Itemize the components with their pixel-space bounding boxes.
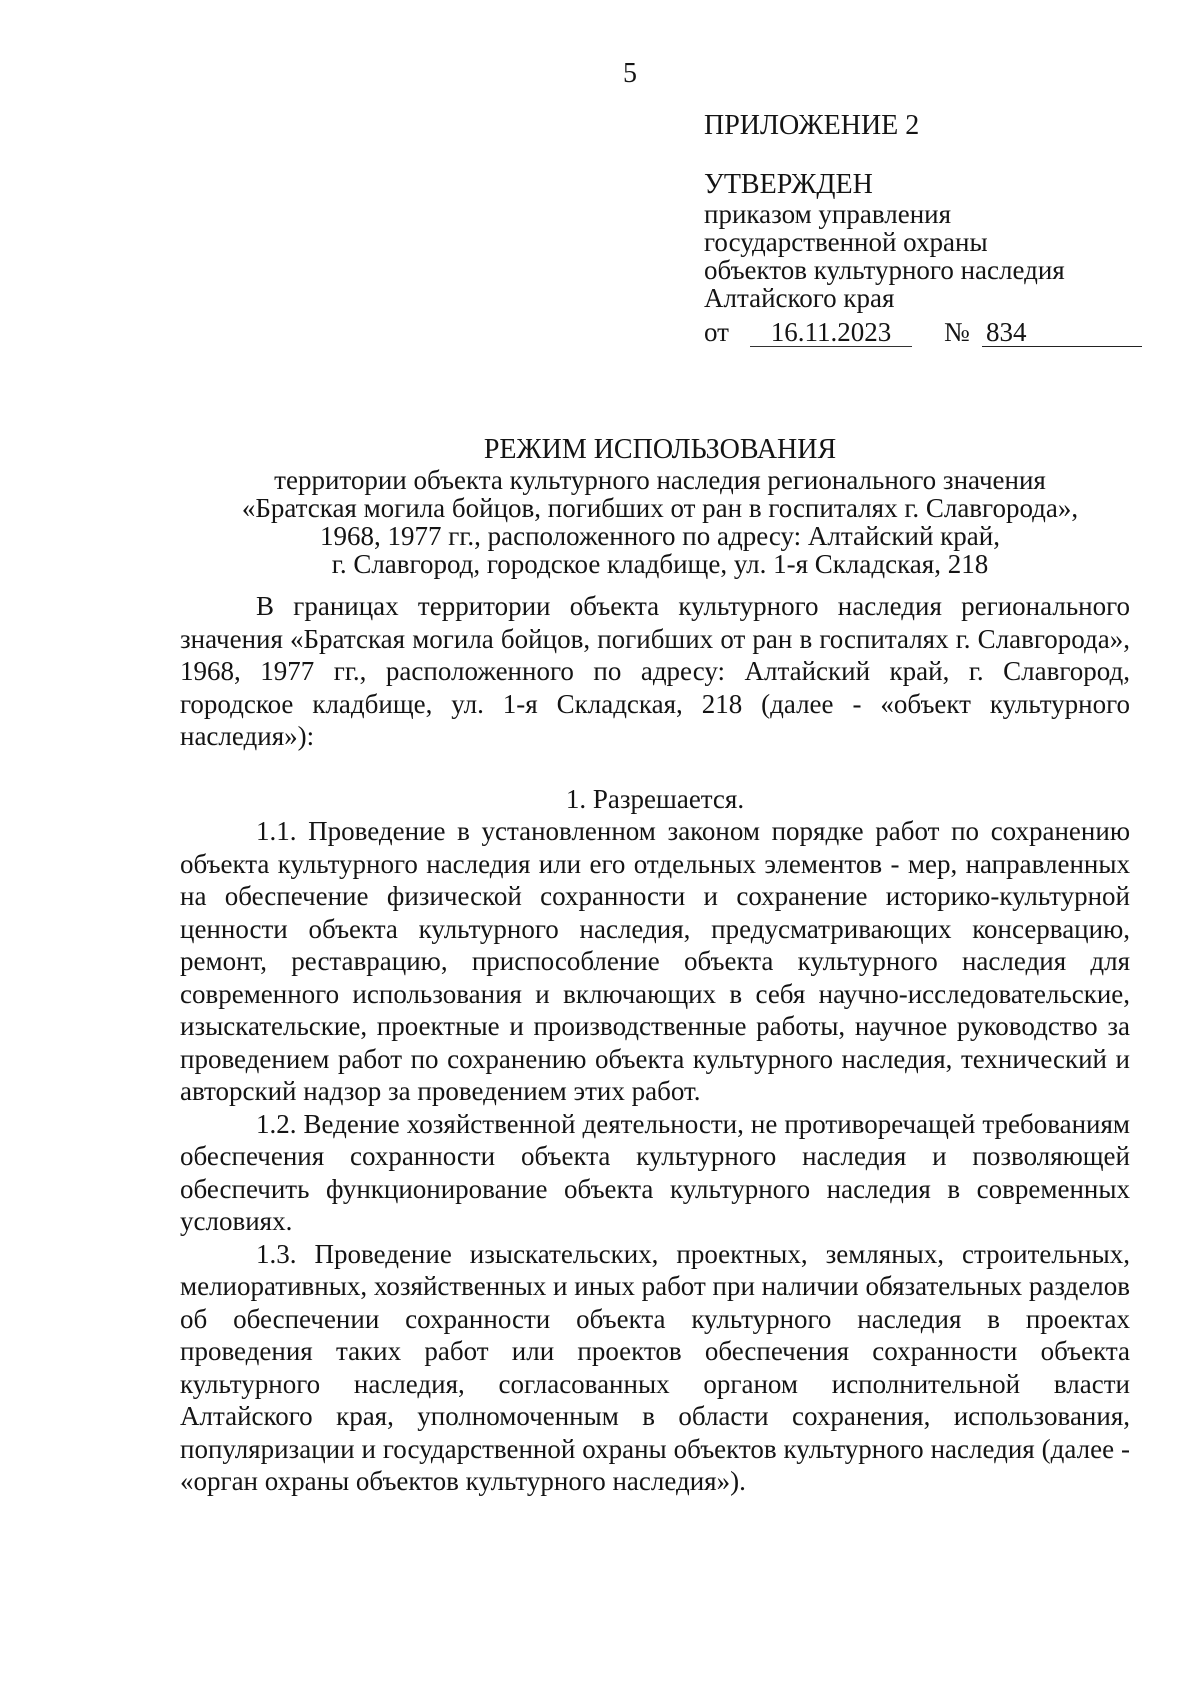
number-sign: №	[944, 317, 970, 347]
intro-paragraph: В границах территории объекта культурного наследия регионального значения «Братская могила бойцов, погибших от ран в госпиталях г. Славгорода», 1968, 1977 гг., расположенного по адресу: Алтайский край, г. Славгород, городское кладбище, ул. 1-я Складская, 218 (далее - «объект культурного наследия»):	[180, 591, 1130, 751]
order-date: 16.11.2023	[750, 318, 912, 347]
clause-paragraph: 1.1. Проведение в установленном законом порядке работ по сохранению объекта культурного наследия или его отдельных элементов - мер, направленных на обеспечение физической сохранности и сохранение историко-культурной ценности объекта культурного наследия, предусматривающих консервацию, ремонт, реставрацию, приспособление объекта культурного наследия для современного использования и включающих в себя научно-исследовательские, изыскательские, проектные и производственные работы, научное руководство за проведением работ по сохранению объекта культурного наследия, технический и авторский надзор за проведением этих работ.	[180, 816, 1130, 1106]
approval-line: объектов культурного наследия	[704, 255, 1065, 285]
approval-line: приказом управления	[704, 199, 952, 229]
heading-line: территории объекта культурного наследия регионального значения	[274, 465, 1046, 495]
heading-line: г. Славгород, городское кладбище, ул. 1-я Складская, 218	[331, 549, 989, 579]
document-body	[180, 590, 1130, 1498]
approval-block	[704, 112, 1144, 350]
appendix-label: ПРИЛОЖЕНИЕ 2	[704, 110, 920, 141]
clause-paragraph: 1.2. Ведение хозяйственной деятельности, не противоречащей требованиям обеспечения сохранности объекта культурного наследия и позволяющей обеспечить функционирование объекта культурного наследия в современных условиях.	[180, 1108, 1130, 1236]
order-date-row	[704, 318, 1144, 350]
heading-line: «Братская могила бойцов, погибших от ран в госпиталях г. Славгорода»,	[241, 493, 1079, 523]
heading-line: 1968, 1977 гг., расположенного по адресу: Алтайский край,	[320, 521, 1000, 551]
clause-paragraph: 1.3. Проведение изыскательских, проектных, земляных, строительных, мелиоративных, хозяйственных и иных работ при наличии обязательных разделов об обеспечении сохранности объекта культурного наследия в проектах проведения таких работ или проектов обеспечения сохранности объекта культурного наследия, согласованных органом исполнительной власти Алтайского края, уполномоченным в области сохранения, использования, популяризации и государственной охраны объектов культурного наследия (далее - «орган охраны объектов культурного наследия»).	[180, 1238, 1130, 1496]
section-heading: 1. Разрешается.	[565, 783, 745, 814]
document-title: РЕЖИМ ИСПОЛЬЗОВАНИЯ	[483, 434, 837, 465]
document-heading	[180, 434, 1140, 578]
approved-label: УТВЕРЖДЕН	[704, 169, 873, 200]
from-label: от	[704, 317, 729, 347]
order-number: 834	[982, 318, 1142, 347]
approval-line: Алтайского края	[704, 283, 895, 313]
approval-line: государственной охраны	[704, 227, 988, 257]
page-number: 5	[623, 58, 637, 89]
